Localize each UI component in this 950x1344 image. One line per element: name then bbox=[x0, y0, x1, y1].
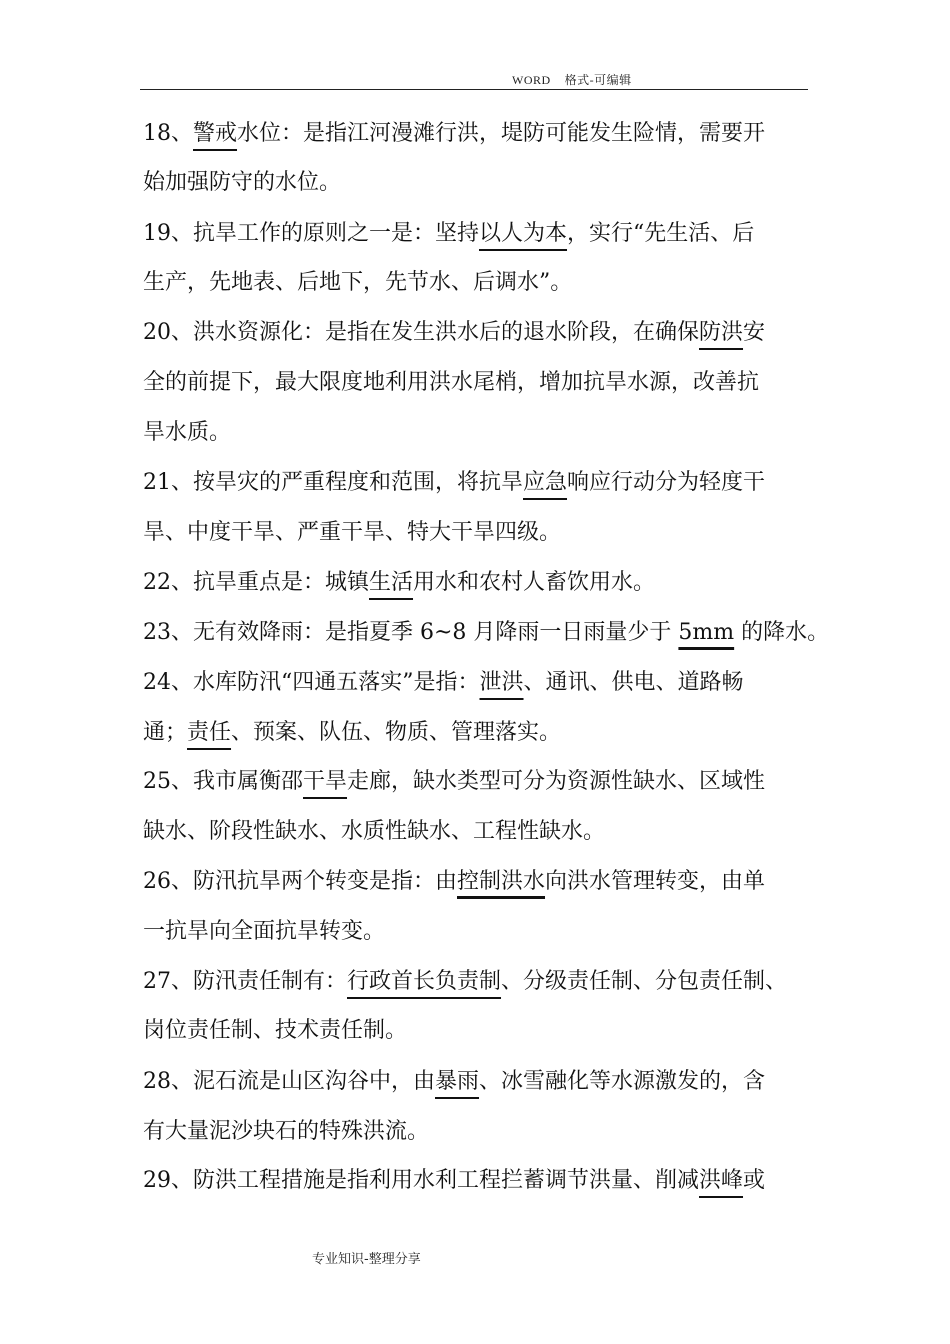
text-line bbox=[143, 767, 765, 797]
line-text: 岗位责任制、技术责任制。 bbox=[143, 1018, 408, 1043]
text-line bbox=[143, 168, 341, 198]
underlined-answer: 警戒 bbox=[193, 121, 238, 146]
text-line bbox=[143, 418, 231, 448]
underlined-answer: 责任 bbox=[187, 720, 232, 745]
text-line bbox=[143, 1067, 765, 1097]
underlined-answer: 应急 bbox=[523, 470, 568, 495]
text-line bbox=[143, 368, 759, 398]
underlined-answer: 行政首长负责制 bbox=[347, 969, 502, 994]
line-text: 、通讯、供电、道路畅 bbox=[523, 670, 744, 695]
line-text: 向洪水管理转变，由单 bbox=[545, 869, 766, 894]
line-text: 旱水质。 bbox=[143, 420, 232, 445]
text-line bbox=[143, 318, 765, 348]
line-text: 的降水。 bbox=[734, 620, 830, 645]
line-text: 29、防洪工程措施是指利用水利工程拦蓄调节洪量、削减 bbox=[143, 1168, 699, 1193]
line-text: 19、抗旱工作的原则之一是：坚持 bbox=[143, 221, 479, 246]
text-line bbox=[143, 568, 655, 598]
text-line bbox=[143, 867, 765, 897]
line-text: 20、洪水资源化：是指在发生洪水后的退水阶段，在确保 bbox=[143, 320, 699, 345]
line-text: 24、水库防汛“四通五落实”是指： bbox=[143, 670, 480, 695]
text-line bbox=[143, 468, 765, 498]
text-line bbox=[143, 518, 561, 548]
text-line bbox=[143, 1016, 407, 1046]
line-text: 走廊，缺水类型可分为资源性缺水、区域性 bbox=[347, 769, 766, 794]
underlined-answer: 暴雨 bbox=[435, 1069, 480, 1094]
text-line bbox=[143, 917, 385, 947]
header-text: WORD 格式-可编辑 bbox=[512, 73, 632, 87]
text-line bbox=[143, 119, 765, 149]
line-text: 18、 bbox=[143, 121, 193, 146]
text-line bbox=[143, 1117, 429, 1147]
line-text: 27、防汛责任制有： bbox=[143, 969, 347, 994]
line-text: 21、按旱灾的严重程度和范围，将抗旱 bbox=[143, 470, 523, 495]
line-text: 、冰雪融化等水源激发的，含 bbox=[479, 1069, 766, 1094]
line-text: 、分级责任制、分包责任制、 bbox=[501, 969, 788, 994]
text-line bbox=[143, 219, 754, 249]
line-text: 旱、中度干旱、严重干旱、特大干旱四级。 bbox=[143, 520, 562, 545]
underlined-answer: 洪峰 bbox=[699, 1168, 744, 1193]
line-text: 有大量泥沙块石的特殊洪流。 bbox=[143, 1119, 430, 1144]
line-text: 28、泥石流是山区沟谷中，由 bbox=[143, 1069, 435, 1094]
underlined-answer: 泄洪 bbox=[479, 670, 524, 695]
line-text: 通； bbox=[143, 720, 188, 745]
line-text: 23、无有效降雨：是指夏季 6~8 月降雨一日雨量少于 bbox=[143, 620, 679, 645]
text-line bbox=[143, 718, 561, 748]
line-text: 安 bbox=[743, 320, 766, 345]
underlined-answer: 以人为本 bbox=[479, 221, 568, 246]
line-text: 生产，先地表、后地下，先节水、后调水”。 bbox=[143, 270, 573, 295]
line-text: 始加强防守的水位。 bbox=[143, 170, 342, 195]
text-line bbox=[143, 618, 829, 648]
text-line bbox=[143, 967, 787, 997]
line-text: 或 bbox=[743, 1168, 766, 1193]
line-text: 一抗旱向全面抗旱转变。 bbox=[143, 919, 386, 944]
line-text: 22、抗旱重点是：城镇 bbox=[143, 570, 369, 595]
text-line bbox=[143, 817, 605, 847]
line-text: 水位：是指江河漫滩行洪，堤防可能发生险情，需要开 bbox=[237, 121, 766, 146]
line-text: 26、防汛抗旱两个转变是指：由 bbox=[143, 869, 457, 894]
underlined-answer: 防洪 bbox=[699, 320, 744, 345]
underlined-answer: 干旱 bbox=[303, 769, 348, 794]
line-text: ，实行“先生活、后 bbox=[567, 221, 755, 246]
line-text: 全的前提下，最大限度地利用洪水尾梢，增加抗旱水源，改善抗 bbox=[143, 370, 760, 395]
line-text: 响应行动分为轻度干 bbox=[567, 470, 766, 495]
line-text: 缺水、阶段性缺水、水质性缺水、工程性缺水。 bbox=[143, 819, 606, 844]
line-text: 用水和农村人畜饮用水。 bbox=[413, 570, 656, 595]
text-line bbox=[143, 268, 572, 298]
page-footer: 专业知识-整理分享 bbox=[312, 1252, 421, 1267]
line-text: 、预案、队伍、物质、管理落实。 bbox=[231, 720, 562, 745]
text-line bbox=[143, 1166, 765, 1196]
underlined-answer: 控制洪水 bbox=[457, 869, 546, 894]
text-line bbox=[143, 668, 744, 698]
underlined-answer: 生活 bbox=[369, 570, 414, 595]
page-header bbox=[140, 70, 808, 90]
underlined-answer: 5mm bbox=[678, 620, 735, 645]
line-text: 25、我市属衡邵 bbox=[143, 769, 303, 794]
